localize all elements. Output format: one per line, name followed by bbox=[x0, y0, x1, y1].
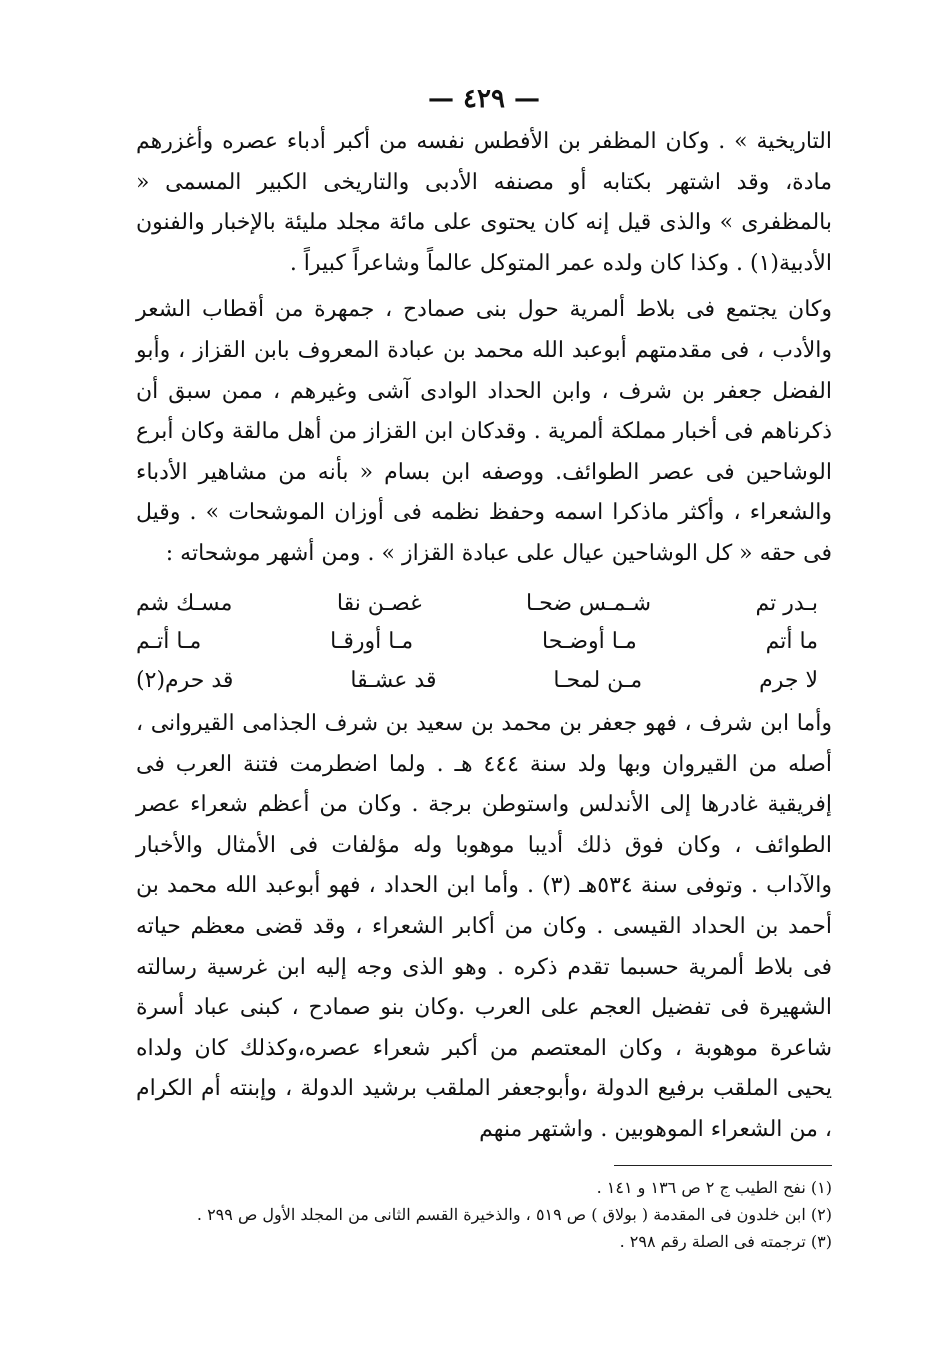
poem-segment: بـدر تم bbox=[755, 590, 818, 616]
footnotes bbox=[136, 1174, 832, 1255]
poem-line bbox=[136, 662, 818, 701]
poem-segment: مـن لمحـا bbox=[553, 667, 643, 693]
poem-segment: لا جرم bbox=[759, 667, 818, 693]
page-number: — ٤٢٩ — bbox=[427, 84, 541, 114]
poem-segment: شـمـس ضحـا bbox=[525, 590, 652, 616]
poem-segment: مسـك شم bbox=[136, 590, 233, 616]
poem-segment: مـا أورقـا bbox=[330, 629, 414, 655]
footnote: (٢) ابن خلدون فى المقدمة ( بولاق ) ص ٥١٩ ، والذخيرة القسم الثانى من المجلد الأول ص ٢٩٩ . bbox=[196, 1204, 832, 1224]
poem-line bbox=[136, 585, 818, 624]
paragraph: وأما ابن شرف ، فهو جعفر بن محمد بن سعيد بن شرف الجذامى القيروانى ، أصله من القيروان وبها ولد سنة ٤٤٤ هـ . ولما اضطرمت فتنة العرب فى إفريقية غادرها إلى الأندلس واستوطن برجة . وكان من أعظم شعراء عصر الطوائف ، وكان فوق ذلك أديبا موهوبا وله مؤلفات فى الأمثال والأخبار والآداب . وتوفى سنة ٥٣٤هـ (٣) . وأما ابن الحداد ، فهو أبوعبد الله محمد بن أحمد بن الحداد القيسى . وكان من أكابر الشعراء ، وقد قضى معظم حياته فى بلاط ألمرية حسبما تقدم ذكره . وهو الذى وجه إليه ابن غرسية رسالته الشهيرة فى تفضيل العجم على العرب .وكان بنو صمادح ، كبنى عباد أسرة شاعرة موهوبة ، وكان المعتصم من أكبر شعراء عصره،وكذلك كان ولداه يحيى الملقب برفيع الدولة ،وأبوجعفر الملقب برشيد الدولة ، وإبنته أم الكرام ، من الشعراء الموهوبين . واشتهر منهم bbox=[136, 711, 833, 1142]
poem-segment: قد عشـقا bbox=[350, 667, 437, 693]
poem-segment: ما أتم bbox=[765, 629, 818, 655]
footnote-divider bbox=[614, 1165, 832, 1166]
poem-segment: قد حرم(٢) bbox=[136, 667, 234, 693]
poem-segment: مـا أتـم bbox=[136, 629, 202, 655]
poem-line bbox=[136, 623, 818, 662]
poem-segment: مـا أوضـحا bbox=[542, 629, 637, 655]
main-text bbox=[136, 122, 832, 1151]
paragraph: وكان يجتمع فى بلاط ألمرية حول بنى صمادح ، جمهرة من أقطاب الشعر والأدب ، فى مقدمتهم أبوعبد الله محمد بن عبادة المعروف بابن القزاز ، وأبو الفضل جعفر بن شرف ، وابن الحداد الوادى آشى وغيرهم ، ممن سبق أن ذكرناهم فى أخبار مملكة ألمرية . وقدكان ابن القزاز من أهل مالقة وكان أبرع الوشاحين فى عصر الطوائف. ووصفه ابن بسام « بأنه من مشاهير الأدباء والشعراء ، وأكثر ماذكرا اسمه وحفظ نظمه فى أوزان الموشحات » . وقيل فى حقه « كل الوشاحين عيال على عبادة القزاز » . ومن أشهر موشحاته : bbox=[136, 297, 832, 566]
paragraph: التاريخية » . وكان المظفر بن الأفطس نفسه من أكبر أدباء عصره وأغزرهم مادة، وقد اشتهر بكتابه أو مصنفه الأدبى والتاريخى الكبير المسمى « بالمظفرى » والذى قيل إنه كان يحتوى على مائة مجلد مليئة بالإخبار والفنون الأدبية(١) . وكذا كان ولده عمر المتوكل عالماً وشاعراً كبيراً . bbox=[136, 129, 832, 276]
footnote: (١) نفح الطيب ج ٢ ص ١٣٦ و ١٤١ . bbox=[596, 1177, 832, 1197]
footnote: (٣) ترجمته فى الصلة رقم ٢٩٨ . bbox=[619, 1231, 832, 1251]
muwashshah-poem bbox=[136, 585, 832, 701]
poem-segment: غصـن نقا bbox=[336, 590, 422, 616]
